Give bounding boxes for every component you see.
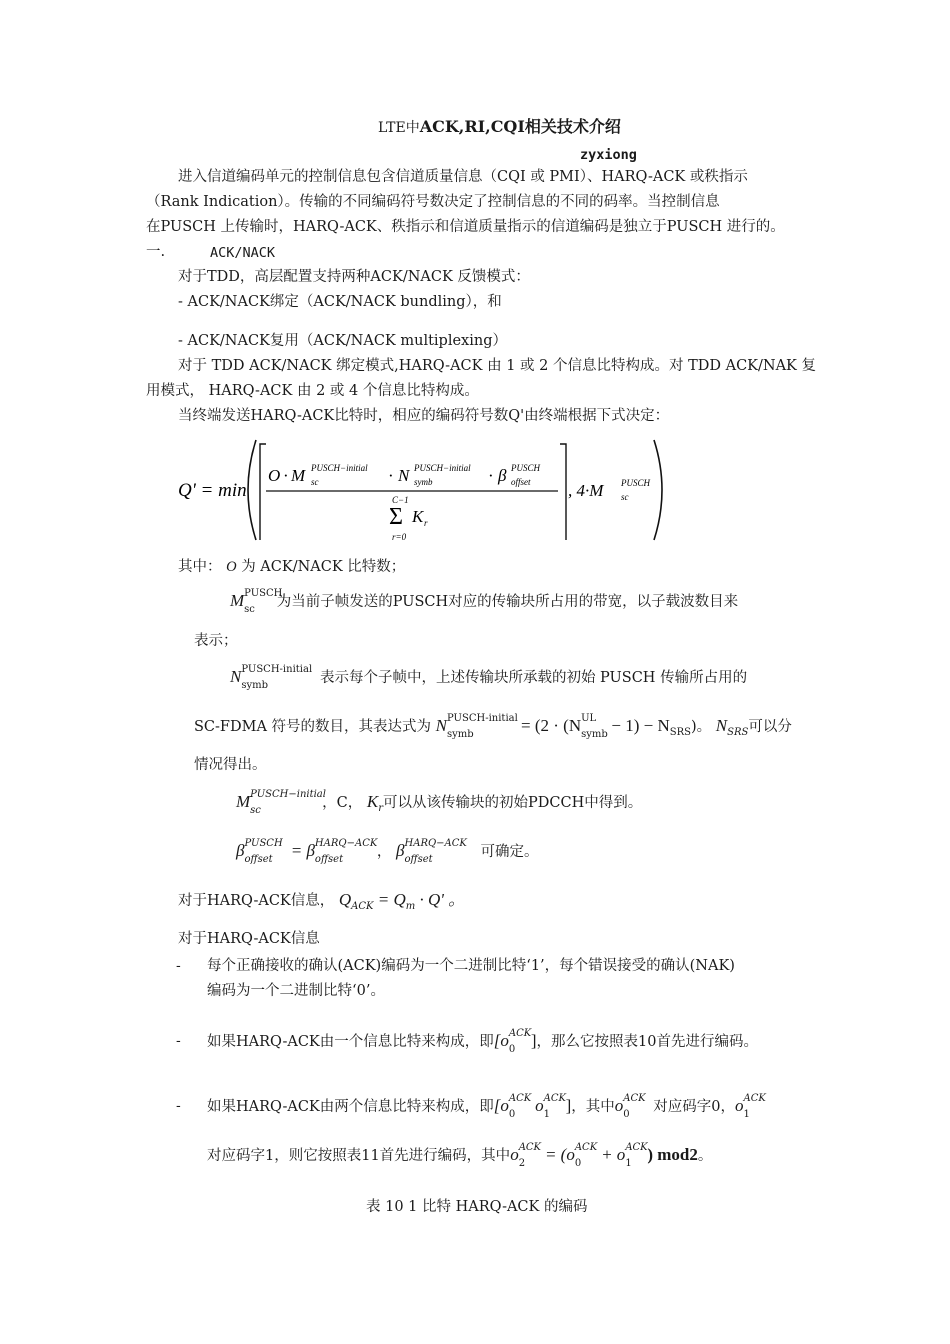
qack-prefix: 对于HARQ-ACK信息， <box>178 893 335 909</box>
o2-sup: ACK <box>518 1142 542 1153</box>
bundling-line: - ACK/NACK绑定（ACK/NACK bundling），和 <box>178 294 502 310</box>
mod-sub-1: 1 <box>625 1158 632 1169</box>
nsymb-line <box>230 664 748 691</box>
num-dot-2: · <box>388 466 394 485</box>
table-10-caption: 表 10 1 比特 HARQ-ACK 的编码 <box>366 1199 588 1215</box>
msc-sub: sc <box>244 604 255 615</box>
beta-symbol: β <box>236 841 245 860</box>
title-prefix: LTE中 <box>378 120 420 136</box>
o2-sub: 2 <box>518 1158 526 1169</box>
beta-line <box>236 838 539 865</box>
o0-bracket: [o <box>493 1031 509 1050</box>
qack-line <box>178 890 465 917</box>
num-O: O <box>268 466 281 485</box>
qack-rhs: = Q <box>373 890 406 909</box>
qack-sub: ACK <box>351 900 374 912</box>
beta-sub: offset <box>244 854 273 865</box>
o0o1-sup-0: ACK <box>508 1093 532 1104</box>
bullet-3-dash: - <box>176 1098 181 1114</box>
o1-ref-sup: ACK <box>743 1093 766 1104</box>
msc-init-line <box>236 789 643 819</box>
where-O-text: 为 ACK/NACK 比特数； <box>241 559 406 575</box>
num-M-sup: PUSCH−initial <box>311 463 368 473</box>
beta3-symbol: β <box>396 841 405 860</box>
nsrs-symbol: N <box>715 716 728 735</box>
o1-ref: o <box>735 1096 744 1115</box>
kr-sub: r <box>378 802 384 814</box>
msc-init-sup: PUSCH−initial <box>250 789 326 800</box>
outer-left-paren <box>248 440 256 540</box>
beta-sup-2: HARQ−ACK <box>314 838 378 849</box>
num-beta: β <box>498 466 507 485</box>
o0-sup: ACK <box>508 1028 532 1039</box>
symbol-O: O <box>226 559 237 575</box>
bullet-3-l2a: 对应码字1，则它按照表11首先进行编码，其中 <box>207 1148 511 1164</box>
bullet-2-line <box>207 1028 758 1055</box>
bullet-1-line-1: 每个正确接收的确认(ACK)编码为一个二进制比特‘1’，每个错误接受的确认(NAK) <box>207 958 735 974</box>
bullet-3-c: 对应码字0， <box>653 1099 736 1115</box>
mod-eq: = (o <box>540 1145 575 1164</box>
den-sum: Σ <box>389 504 403 530</box>
qack-tail: · Q' 。 <box>415 890 466 909</box>
num-dot-1: · <box>283 466 289 485</box>
msc-line-2: 表示； <box>194 633 238 649</box>
title-main: ACK,RI,CQI相关技术介绍 <box>419 117 621 136</box>
kr-symbol: K <box>366 792 379 811</box>
o0o1-mid: o <box>530 1096 544 1115</box>
beta-text: 可确定。 <box>480 844 539 860</box>
nexpr-tail: − 1) − N <box>607 716 670 735</box>
multiplexing-line: - ACK/NACK复用（ACK/NACK multiplexing） <box>178 333 507 349</box>
nsymb-text: 表示每个子帧中，上述传输块所承载的初始 PUSCH 传输所占用的 <box>319 670 748 686</box>
o0o1-sub-0: 0 <box>508 1109 516 1120</box>
msc-symbol: M <box>230 591 245 610</box>
mod-close: ) mod2 <box>647 1145 698 1164</box>
o2-symbol: o <box>510 1145 519 1164</box>
nexpr-rhs: = (2 · (N <box>521 716 582 735</box>
qprime-formula <box>170 432 670 548</box>
nexpr-symb: symb <box>581 729 608 740</box>
ceil-left <box>260 444 266 540</box>
right-sup: PUSCH <box>621 478 650 488</box>
beta-comma: ， <box>376 844 392 860</box>
o0o1-close: ] <box>565 1096 572 1115</box>
den-K: K <box>412 507 424 526</box>
qack-symbol: Q <box>338 890 352 909</box>
qack-m: m <box>405 900 416 912</box>
nexpr-lhs: N <box>435 716 447 735</box>
bullet-2-b: ，那么它按照表10首先进行编码。 <box>536 1034 758 1050</box>
mod-sub-0: 0 <box>574 1158 582 1169</box>
msc-init-sub: sc <box>250 805 261 816</box>
den-sum-bot: r=0 <box>392 532 407 542</box>
mod-plus: + o <box>596 1145 626 1164</box>
bullet-3-line-1 <box>207 1093 766 1120</box>
where-prefix: 其中： <box>178 559 222 575</box>
section-title: ACK/NACK <box>210 245 276 261</box>
formula-lhs: Q' = min <box>178 480 247 501</box>
bullet-1-dash: - <box>176 958 181 974</box>
nsymb-sup: PUSCH-initial <box>241 664 313 675</box>
right-term: , 4·M <box>568 481 604 500</box>
nexpr-lhs-sup: PUSCH-initial <box>447 713 518 724</box>
num-M: M <box>291 466 306 485</box>
kr-text: 可以从该传输块的初始PDCCH中得到。 <box>383 795 643 811</box>
msc-sup: PUSCH <box>244 588 283 599</box>
where-O-line <box>178 557 405 577</box>
nexpr-lhs-sub: symb <box>447 729 474 740</box>
mod-sup-0: ACK <box>574 1142 598 1153</box>
right-sub: sc <box>621 492 629 502</box>
num-dot-3: · <box>488 466 494 485</box>
nexpr-ul: UL <box>581 713 597 724</box>
beta3-sup: HARQ−ACK <box>404 838 467 849</box>
num-beta-sub: offset <box>511 477 531 487</box>
o0-ref-sup: ACK <box>623 1093 646 1104</box>
o0-sub: 0 <box>508 1044 516 1055</box>
den-sum-top: C−1 <box>392 495 409 505</box>
nsymb-sub: symb <box>241 680 269 691</box>
nsrs-sub: SRS <box>727 726 749 738</box>
msc-init-text: ，C， <box>322 795 363 811</box>
beta-sub-2: offset <box>314 854 344 865</box>
num-M-sub: sc <box>311 477 319 487</box>
beta3-sub: offset <box>404 854 433 865</box>
bullet-3-l2b: 。 <box>697 1148 713 1164</box>
ceil-right <box>560 444 566 540</box>
intro-line-3: 在PUSCH 上传输时，HARQ-ACK、秩指示和信道质量指示的信道编码是独立于PUSCH 进行的。 <box>146 219 785 235</box>
nexpr-close: )。 <box>690 719 712 735</box>
bits-line-1: 对于 TDD ACK/NACK 绑定模式,HARQ-ACK 由 1 或 2 个信息比特构成。对 TDD ACK/NAK 复 <box>178 358 816 374</box>
nsymb-expr-lead: SC-FDMA 符号的数目，其表达式为 <box>194 719 432 735</box>
o1-ref-sub: 1 <box>743 1109 750 1120</box>
page-title <box>378 117 621 138</box>
msc-text: 为当前子帧发送的PUSCH对应的传输块所占用的带宽，以子载波数目来 <box>276 594 739 610</box>
num-N-sup: PUSCH−initial <box>414 463 471 473</box>
bullet-1-line-2: 编码为一个二进制比特‘0’。 <box>207 983 385 999</box>
intro-line-1: 进入信道编码单元的控制信息包含信道质量信息（CQI 或 PMI）、HARQ-ACK 或秩指示 <box>178 169 748 185</box>
nsymb-symbol: N <box>230 667 242 686</box>
section-number: 一. <box>146 244 166 260</box>
o0-ref: o <box>614 1096 624 1115</box>
o0o1-sub-1: 1 <box>543 1109 550 1120</box>
harq-info-heading: 对于HARQ-ACK信息 <box>178 931 320 947</box>
msc-line <box>230 588 739 615</box>
bits-line-2: 用模式， HARQ-ACK 由 2 或 4 个信息比特构成。 <box>146 383 479 399</box>
nsymb-line-3: 情况得出。 <box>194 757 267 773</box>
num-beta-sup: PUSCH <box>511 463 540 473</box>
bullet-2-a: 如果HARQ-ACK由一个信息比特来构成，即 <box>207 1034 494 1050</box>
beta-mid: = β <box>286 841 315 860</box>
qprime-intro: 当终端发送HARQ-ACK比特时，相应的编码符号数Q'由终端根据下式决定： <box>178 408 670 424</box>
o0o1-sup-1: ACK <box>543 1093 566 1104</box>
bullet-3-a: 如果HARQ-ACK由两个信息比特来构成，即 <box>207 1099 494 1115</box>
msc-init-symbol: M <box>236 792 251 811</box>
o0-ref-sub: 0 <box>623 1109 630 1120</box>
den-K-sub: r <box>424 518 428 528</box>
num-N-sub: symb <box>414 477 433 487</box>
nsymb-expr-tail: 可以分 <box>748 719 792 735</box>
bullet-3-b: ，其中 <box>571 1099 615 1115</box>
nexpr-srs: SRS <box>669 726 691 738</box>
author: zyxiong <box>580 147 637 163</box>
o0o1-open: [o <box>493 1096 509 1115</box>
mod-sup-1: ACK <box>625 1142 648 1153</box>
beta-sup: PUSCH <box>244 838 283 849</box>
num-N: N <box>398 466 410 485</box>
bullet-3-line-2 <box>207 1142 713 1169</box>
outer-right-paren <box>654 440 662 540</box>
o0-bracket-close: ] <box>530 1031 537 1050</box>
intro-line-2: （Rank Indication）。传输的不同编码符号数决定了控制信息的不同的码率。当控制信息 <box>146 194 720 210</box>
tdd-line: 对于TDD，高层配置支持两种ACK/NACK 反馈模式： <box>178 269 530 285</box>
nsymb-expr-line <box>194 713 792 743</box>
bullet-2-dash: - <box>176 1033 181 1049</box>
